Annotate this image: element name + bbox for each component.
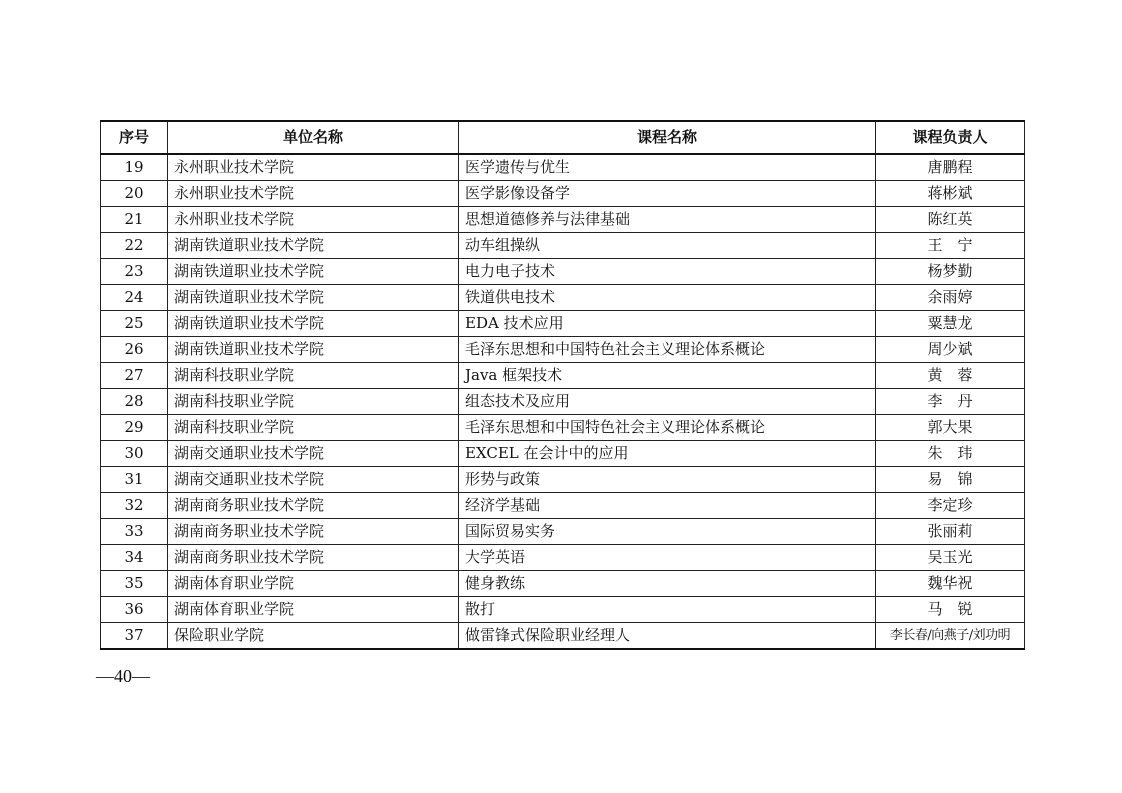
cell-course: 经济学基础 xyxy=(459,493,876,519)
cell-unit: 湖南交通职业技术学院 xyxy=(168,441,459,467)
cell-owner: 杨梦勤 xyxy=(876,259,1025,285)
table-row xyxy=(101,207,1025,233)
table-row xyxy=(101,545,1025,571)
cell-owner: 马 锐 xyxy=(876,597,1025,623)
cell-unit: 永州职业技术学院 xyxy=(168,207,459,233)
cell-unit: 湖南科技职业学院 xyxy=(168,389,459,415)
table-row xyxy=(101,493,1025,519)
cell-owner: 陈红英 xyxy=(876,207,1025,233)
cell-unit: 湖南商务职业技术学院 xyxy=(168,519,459,545)
cell-seq: 21 xyxy=(101,207,168,233)
cell-owner: 吴玉光 xyxy=(876,545,1025,571)
cell-unit: 湖南交通职业技术学院 xyxy=(168,467,459,493)
header-row xyxy=(101,121,1025,154)
cell-course: 铁道供电技术 xyxy=(459,285,876,311)
cell-owner: 唐鹏程 xyxy=(876,154,1025,181)
cell-owner: 李定珍 xyxy=(876,493,1025,519)
table-row xyxy=(101,441,1025,467)
cell-seq: 24 xyxy=(101,285,168,311)
cell-seq: 37 xyxy=(101,623,168,650)
cell-course: 毛泽东思想和中国特色社会主义理论体系概论 xyxy=(459,415,876,441)
cell-unit: 湖南铁道职业技术学院 xyxy=(168,337,459,363)
table-row xyxy=(101,519,1025,545)
header-seq: 序号 xyxy=(101,121,168,154)
table-row xyxy=(101,363,1025,389)
cell-course: 大学英语 xyxy=(459,545,876,571)
cell-owner: 郭大果 xyxy=(876,415,1025,441)
cell-unit: 湖南科技职业学院 xyxy=(168,363,459,389)
page-number: —40— xyxy=(96,666,150,686)
cell-course: 健身教练 xyxy=(459,571,876,597)
cell-unit: 湖南体育职业学院 xyxy=(168,571,459,597)
table-row xyxy=(101,285,1025,311)
cell-seq: 31 xyxy=(101,467,168,493)
cell-owner: 李 丹 xyxy=(876,389,1025,415)
cell-seq: 35 xyxy=(101,571,168,597)
cell-seq: 20 xyxy=(101,181,168,207)
table-row xyxy=(101,337,1025,363)
cell-course: EDA 技术应用 xyxy=(459,311,876,337)
cell-seq: 36 xyxy=(101,597,168,623)
cell-seq: 33 xyxy=(101,519,168,545)
cell-unit: 湖南体育职业学院 xyxy=(168,597,459,623)
cell-course: 医学遗传与优生 xyxy=(459,154,876,181)
table-row xyxy=(101,389,1025,415)
cell-course: 散打 xyxy=(459,597,876,623)
cell-owner: 魏华祝 xyxy=(876,571,1025,597)
cell-seq: 30 xyxy=(101,441,168,467)
header-unit: 单位名称 xyxy=(168,121,459,154)
course-list-table xyxy=(100,120,1025,650)
cell-seq: 29 xyxy=(101,415,168,441)
cell-course: 组态技术及应用 xyxy=(459,389,876,415)
cell-owner: 粟慧龙 xyxy=(876,311,1025,337)
cell-seq: 34 xyxy=(101,545,168,571)
table-row xyxy=(101,597,1025,623)
cell-unit: 湖南商务职业技术学院 xyxy=(168,493,459,519)
cell-owner: 周少斌 xyxy=(876,337,1025,363)
cell-unit: 湖南铁道职业技术学院 xyxy=(168,259,459,285)
cell-unit: 湖南科技职业学院 xyxy=(168,415,459,441)
cell-seq: 32 xyxy=(101,493,168,519)
cell-seq: 26 xyxy=(101,337,168,363)
cell-unit: 湖南铁道职业技术学院 xyxy=(168,233,459,259)
cell-unit: 永州职业技术学院 xyxy=(168,154,459,181)
table-row xyxy=(101,311,1025,337)
cell-course: 医学影像设备学 xyxy=(459,181,876,207)
table-row xyxy=(101,154,1025,181)
table-row xyxy=(101,571,1025,597)
cell-owner: 张丽莉 xyxy=(876,519,1025,545)
cell-owner: 易 锦 xyxy=(876,467,1025,493)
cell-course: 做雷锋式保险职业经理人 xyxy=(459,623,876,650)
cell-seq: 23 xyxy=(101,259,168,285)
cell-seq: 28 xyxy=(101,389,168,415)
cell-owner: 王 宁 xyxy=(876,233,1025,259)
cell-course: 国际贸易实务 xyxy=(459,519,876,545)
cell-seq: 22 xyxy=(101,233,168,259)
cell-course: 形势与政策 xyxy=(459,467,876,493)
cell-seq: 19 xyxy=(101,154,168,181)
cell-course: 思想道德修养与法律基础 xyxy=(459,207,876,233)
cell-course: Java 框架技术 xyxy=(459,363,876,389)
cell-course: 动车组操纵 xyxy=(459,233,876,259)
cell-owner: 朱 玮 xyxy=(876,441,1025,467)
table-row xyxy=(101,233,1025,259)
cell-seq: 27 xyxy=(101,363,168,389)
cell-seq: 25 xyxy=(101,311,168,337)
table-row xyxy=(101,181,1025,207)
cell-unit: 湖南铁道职业技术学院 xyxy=(168,285,459,311)
header-course: 课程名称 xyxy=(459,121,876,154)
cell-owner: 李长春/向燕子/刘功明 xyxy=(876,623,1025,650)
course-list-table-container xyxy=(100,120,1024,650)
cell-owner: 余雨婷 xyxy=(876,285,1025,311)
cell-unit: 湖南铁道职业技术学院 xyxy=(168,311,459,337)
table-row xyxy=(101,415,1025,441)
table-header xyxy=(101,121,1025,154)
cell-course: EXCEL 在会计中的应用 xyxy=(459,441,876,467)
cell-owner: 蒋彬斌 xyxy=(876,181,1025,207)
table-body xyxy=(101,154,1025,649)
table-row xyxy=(101,623,1025,650)
header-owner: 课程负责人 xyxy=(876,121,1025,154)
cell-course: 电力电子技术 xyxy=(459,259,876,285)
table-row xyxy=(101,259,1025,285)
cell-unit: 湖南商务职业技术学院 xyxy=(168,545,459,571)
cell-course: 毛泽东思想和中国特色社会主义理论体系概论 xyxy=(459,337,876,363)
cell-unit: 保险职业学院 xyxy=(168,623,459,650)
cell-unit: 永州职业技术学院 xyxy=(168,181,459,207)
table-row xyxy=(101,467,1025,493)
cell-owner: 黄 蓉 xyxy=(876,363,1025,389)
